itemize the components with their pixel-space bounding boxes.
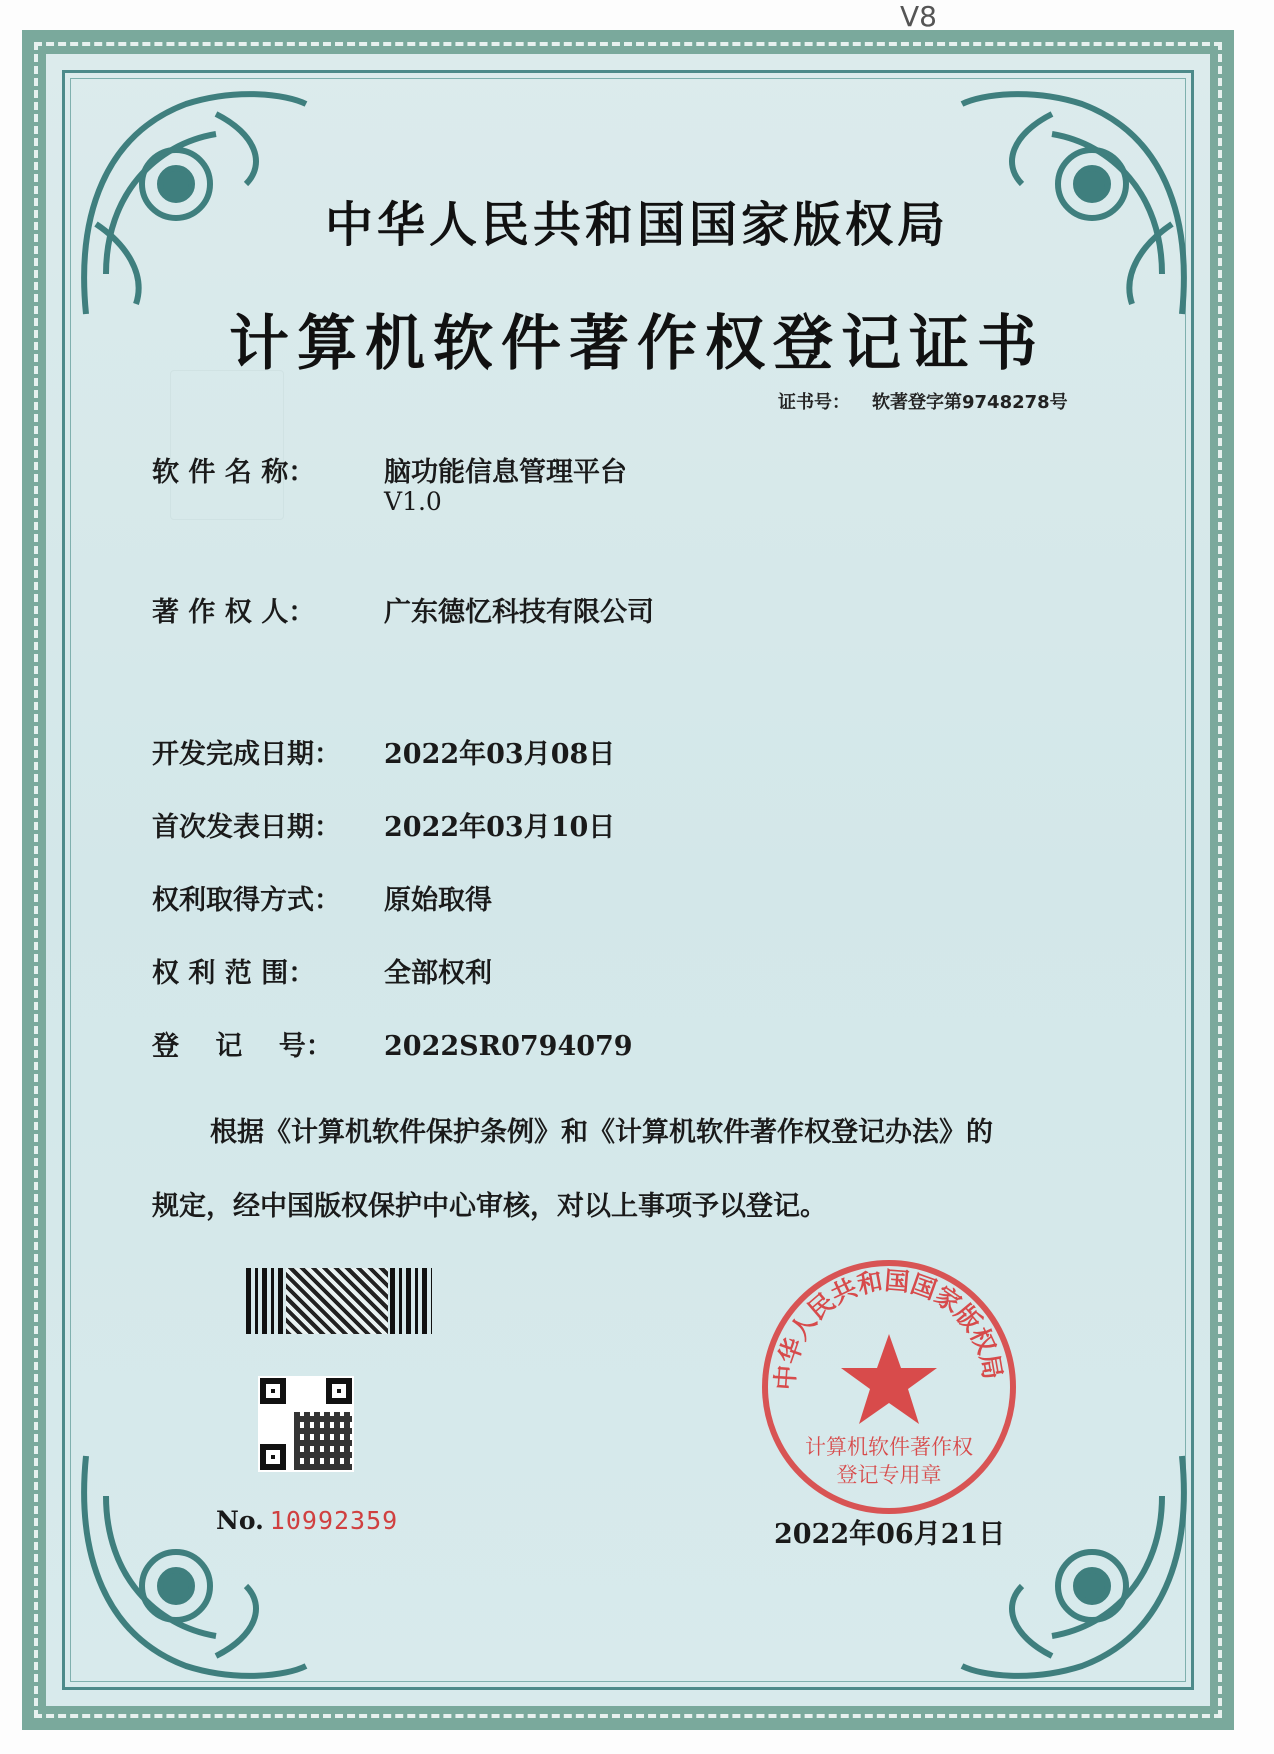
issuer-title: 中华人民共和国国家版权局 [324,197,949,253]
field-copyright-holder [152,590,654,629]
certificate-number-label: 证书号： [778,392,850,413]
field-acquisition-method [152,878,492,917]
field-rights-scope [152,951,492,990]
qr-finder [260,1444,286,1470]
field-value: 广东德忆科技有限公司 [384,597,654,628]
certificate-title: 计算机软件著作权登记证书 [229,309,1045,379]
seal-outer-text: 中华人民共和国国家版权局 [770,1265,1008,1392]
certificate-number [778,388,1090,414]
statement-line-2: 规定，经中国版权保护中心审核，对以上事项予以登记。 [152,1191,827,1222]
field-completion-date [152,732,615,771]
official-seal [756,1254,1022,1520]
field-value: 全部权利 [384,958,492,989]
qr-finder [326,1378,352,1404]
corner-ornament-bottom-left [66,1436,326,1696]
field-label: 权 利 范 围： [152,958,316,989]
field-value: 2022年03月08日 [384,739,616,770]
barcode-2d [286,1268,388,1334]
field-label: 开发完成日期： [152,739,341,770]
certificate-number-value: 软著登字第9748278号 [872,392,1068,413]
handwritten-note: V8 [900,0,937,33]
field-value: 2022年03月10日 [384,812,616,843]
software-version: V1.0 [384,487,442,516]
field-value: 2022SR0794079 [384,1031,633,1062]
star-icon [841,1334,937,1424]
field-label: 首次发表日期： [152,812,341,843]
field-registration-number [152,1024,633,1063]
field-label: 登 记 号： [152,1031,333,1062]
statement-line-1: 根据《计算机软件保护条例》和《计算机软件著作权登记办法》的 [210,1117,993,1148]
field-label: 权利取得方式： [152,885,341,916]
field-software-name [152,450,627,489]
field-publication-date [152,805,615,844]
qr-modules [294,1412,352,1470]
field-value: 原始取得 [384,885,492,916]
seal-inner-line2: 登记专用章 [836,1463,942,1487]
field-label: 著 作 权 人： [152,597,316,628]
watermark-emblem [170,370,284,520]
qr-code [258,1376,354,1472]
qr-finder [260,1378,286,1404]
serial-number [216,1506,398,1535]
issue-date: 2022年06月21日 [774,1519,1006,1550]
seal-inner-line1: 计算机软件著作权 [805,1435,973,1459]
serial-label: No. [216,1506,264,1535]
serial-value: 10992359 [269,1506,399,1535]
field-value: 脑功能信息管理平台 [384,457,627,488]
field-label: 软 件 名 称： [152,457,316,488]
